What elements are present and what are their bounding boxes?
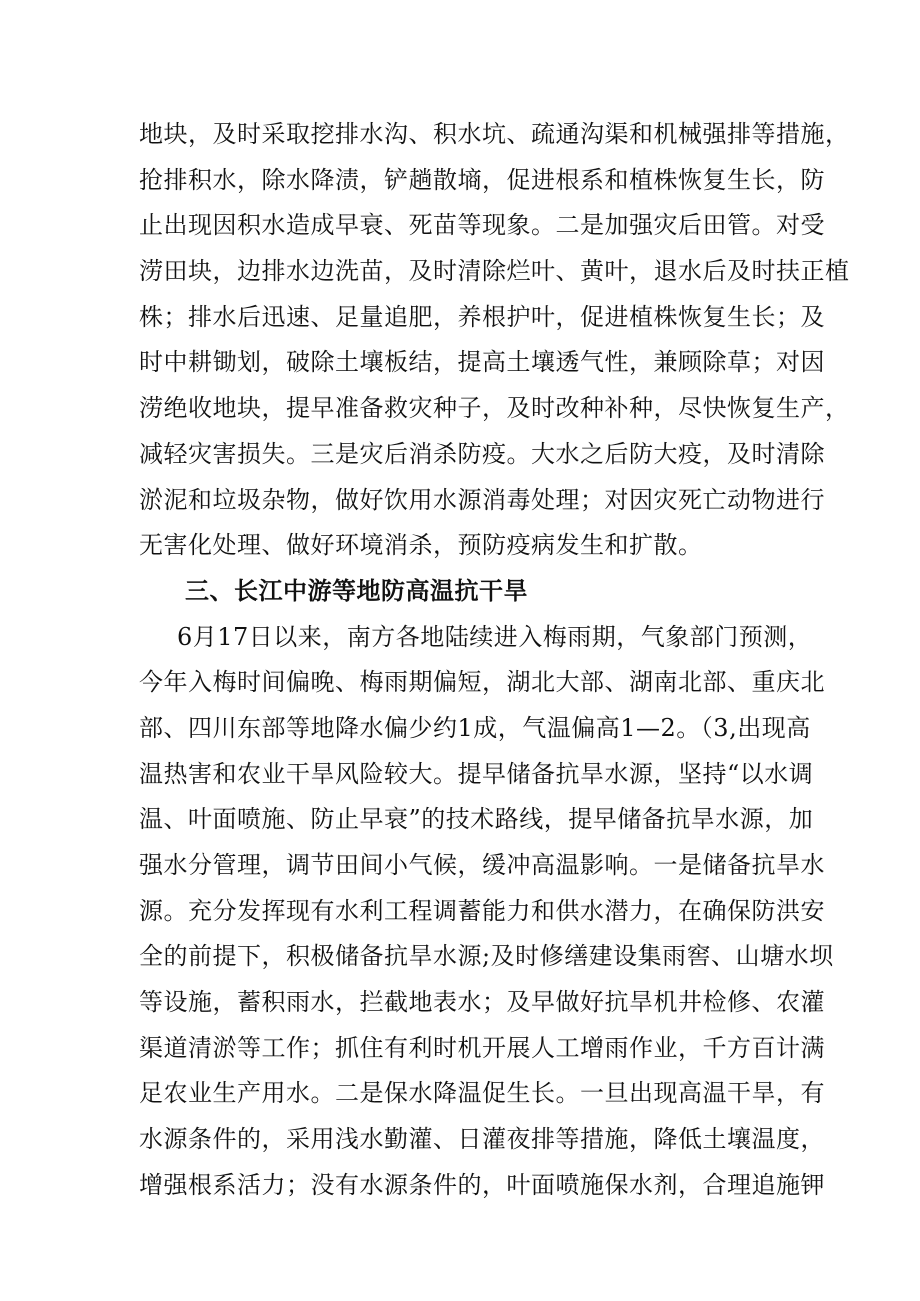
text-line: 减轻灾害损失。三是灾后消杀防疫。大水之后防大疫，及时清除 xyxy=(139,439,825,468)
text-line: 6月17日以来，南方各地陆续进入梅雨期，气象部门预测， xyxy=(177,622,813,651)
text-line: 温热害和农业干旱风险较大。提早储备抗旱水源，坚持“以水调 xyxy=(139,759,814,788)
text-line: 地块，及时采取挖排水沟、积水坑、疏通沟渠和机械强排等措施， xyxy=(139,120,850,148)
text-line: 水源条件的，采用浅水勤灌、日灌夜排等措施，降低土壤温度， xyxy=(139,1125,825,1154)
document-body xyxy=(139,112,850,1209)
text-line: 温、叶面喷施、防止早衰”的技术路线，提早储备抗旱水源，加 xyxy=(139,805,814,834)
paragraph-heat-drought xyxy=(139,615,834,1209)
text-line: 全的前提下，积极储备抗旱水源;及时修缮建设集雨窖、山塘水坝 xyxy=(139,942,834,971)
text-line: 强水分管理，调节田间小气候，缓冲高温影响。一是储备抗旱水 xyxy=(139,851,825,879)
paragraph-flood-recovery xyxy=(139,112,850,569)
text-line: 等设施，蓄积雨水，拦截地表水；及早做好抗旱机井检修、农灌 xyxy=(139,988,825,1017)
text-line: 止出现因积水造成早衰、死苗等现象。二是加强灾后田管。对受 xyxy=(139,211,825,240)
text-line: 抢排积水，除水降渍，铲趟散墒，促进根系和植株恢复生长，防 xyxy=(139,165,825,194)
text-line: 涝绝收地块，提早准备救灾种子，及时改种补种，尽快恢复生产， xyxy=(139,394,850,423)
text-line: 源。充分发挥现有水利工程调蓄能力和供水潜力，在确保防洪安 xyxy=(139,896,825,925)
text-line: 部、四川东部等地降水偏少约1成，气温偏高1—2。（3,出现高 xyxy=(139,713,811,742)
text-line: 渠道清淤等工作；抓住有利时机开展人工增雨作业，千方百计满 xyxy=(139,1033,825,1062)
text-line: 今年入梅时间偏晚、梅雨期偏短，湖北大部、湖南北部、重庆北 xyxy=(139,668,825,697)
text-line: 无害化处理、做好环境消杀，预防疫病发生和扩散。 xyxy=(139,531,703,560)
text-line: 增强根系活力；没有水源条件的，叶面喷施保水剂，合理追施钾 xyxy=(139,1170,825,1199)
section-heading: 三、长江中游等地防高温抗干旱 xyxy=(185,576,528,605)
text-line: 时中耕锄划，破除土壤板结，提高土壤透气性，兼顾除草；对因 xyxy=(139,348,825,377)
text-line: 株；排水后迅速、足量追肥，养根护叶，促进植株恢复生长；及 xyxy=(139,302,825,331)
text-line: 淤泥和垃圾杂物，做好饮用水源消毒处理；对因灾死亡动物进行 xyxy=(139,485,825,514)
text-line: 足农业生产用水。二是保水降温促生长。一旦出现高温干旱，有 xyxy=(139,1079,825,1108)
text-line: 涝田块，边排水边洗苗，及时清除烂叶、黄叶，退水后及时扶正植 xyxy=(139,257,850,286)
